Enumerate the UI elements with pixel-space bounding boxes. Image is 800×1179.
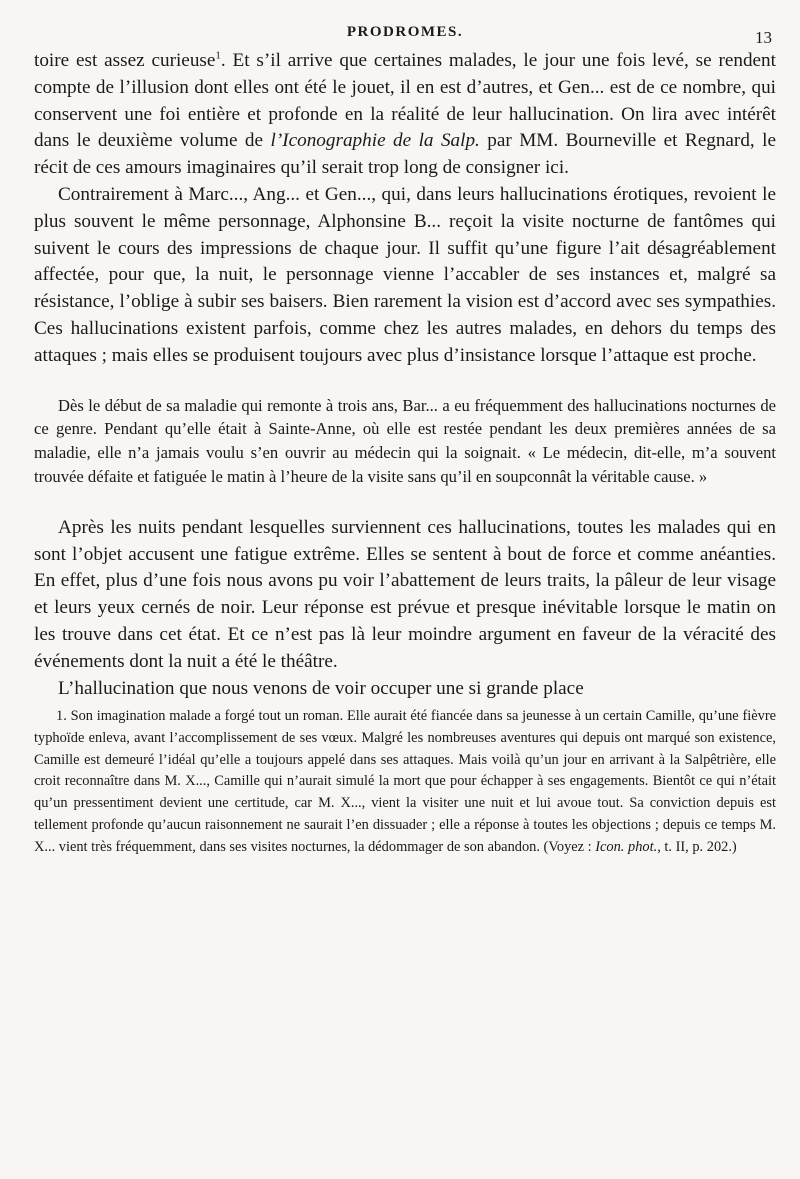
- footnote-text: , t. II, p. 202.): [657, 838, 737, 855]
- cited-work-title: Icon. phot.: [595, 838, 658, 855]
- main-text: [34, 48, 776, 370]
- case-note-text: Dès le début de sa maladie qui remonte à trois ans, Bar... a eu fréquemment des hallucinations nocturnes de ce genre. Pendant qu’elle était à Sainte-Anne, où elle est restée pendant les deux premières années de sa maladie, elle n’a jamais voulu s’en ouvrir au médecin qui la soignait. « Le médecin, dit-elle, m’a souvent trouvée défaite et fatiguée le matin à l’heure de la visite sans qu’il en soupconnât la véritable cause. »: [34, 395, 776, 486]
- paragraph: Après les nuits pendant lesquelles surviennent ces hallucinations, toutes les malades qui en sont l’objet accusent une fatigue extrême. Elles se sentent à bout de force et comme anéanties. En effet, plus d’une fois nous avons pu voir l’abattement de leurs traits, la pâleur de leur visage et leurs yeux cernés de noir. Leur réponse est prévue et presque inévitable lorsque le matin on les trouve dans cet état. Et ce n’est pas là leur moindre argument en faveur de la véracité des événements dont la nuit a été le théâtre.: [34, 516, 776, 672]
- running-head: [34, 18, 776, 48]
- footnotes: [34, 706, 776, 858]
- case-note: [34, 394, 776, 489]
- footnote-number: 1.: [56, 708, 67, 725]
- running-title: PRODROMES.: [346, 24, 464, 40]
- footnote-reference: 1: [215, 49, 221, 62]
- paragraph-text: par MM. Bourneville et Regnard, le récit de ces amours imaginaires qu’il serait trop long de consigner ici.: [34, 130, 777, 179]
- paragraph-continued: [34, 48, 776, 182]
- paragraph-text: . Et s’il arrive que certaines malades, le jour une fois levé, se rendent compte de l’illusion dont elles ont été le jouet, il en est d’autres, et Gen... est de ce nombre, qui conservent une foi entière et profonde en la réalité de leur hallucination. On lira avec intérêt dans le deuxième volume de: [34, 50, 776, 152]
- footnote: [34, 706, 776, 858]
- section-gap: [34, 489, 776, 515]
- paragraph: Contrairement à Marc..., Ang... et Gen..., qui, dans leurs hallucinations érotiques, revoient le plus souvent le même personnage, Alphonsine B... reçoit la visite nocturne de fantômes qui suivent le cours des impressions de chaque jour. Il suffit qu’une figure l’ait désagréablement affectée, pour que, la nuit, le personnage vienne l’accabler de ses instances et, malgré sa résistance, l’oblige à subir ses baisers. Bien rarement la vision est d’accord avec ses sympathies. Ces hallucinations existent parfois, comme chez les autres malades, en dehors du temps des attaques ; mais elles se produisent toujours avec plus d’insistance lorsque l’attaque est proche.: [34, 183, 776, 366]
- paragraph-text: toire est assez curieuse: [34, 50, 216, 71]
- main-text-continued: [34, 515, 776, 703]
- cited-work-title: l’Iconographie de la Salp.: [270, 130, 480, 152]
- page-number: 13: [755, 28, 772, 47]
- footnote-text: Son imagination malade a forgé tout un roman. Elle aurait été fiancée dans sa jeunesse à un certain Camille, qu’une fièvre typhoïde enleva, avant l’accomplissement de ses vœux. Malgré les nombreuses aventures qui depuis ont marqué son existence, Camille est demeuré l’idéal qu’elle a toujours appelé dans ses attaques. Mais voilà qu’un jour en arrivant à la Salpêtrière, elle croit reconnaître dans M. X..., Camille qui n’aurait simulé la mort que pour échapper à ses engagements. Bientôt ce qui n’était qu’un pressentiment devient une certitude, car M. X..., vient la visiter une nuit et lui avoue tout. Sa conviction depuis est tellement profonde qu’aucun raisonnement ne saurait l’en dissuader ; elle a réponse à toutes les objections ; depuis ce temps M. X... vient très fréquemment, dans ses visites nocturnes, la dédommager de son abandon. (Voyez :: [34, 708, 776, 855]
- paragraph: L’hallucination que nous venons de voir occuper une si grande place: [58, 677, 584, 699]
